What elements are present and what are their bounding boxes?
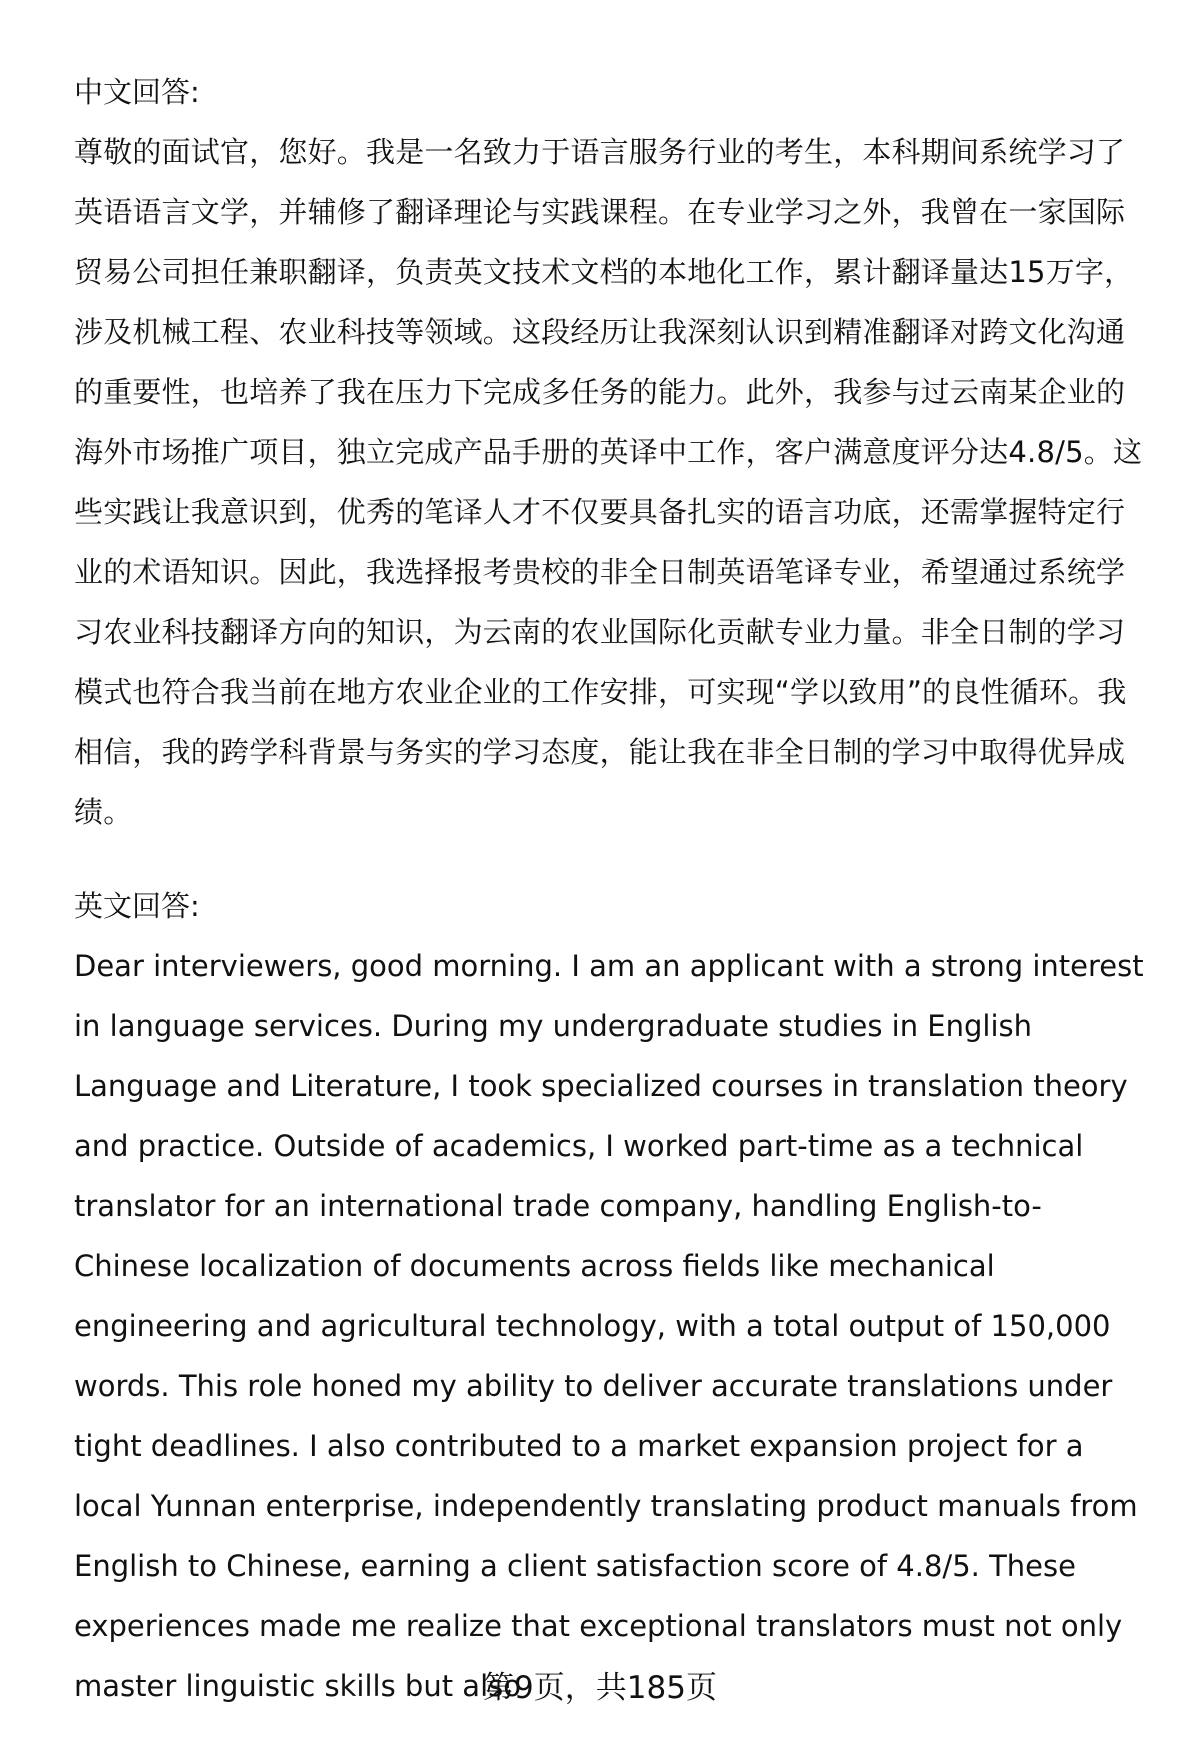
chinese-answer-body: 尊敬的面试官，您好。我是一名致力于语言服务行业的考生，本科期间系统学习了英语语言文学，并辅修了翻译理论与实践课程。在专业学习之外，我曾在一家国际贸易公司担任兼职翻译，负责英文技术文档的本地化工作，累计翻译量达15万字，涉及机械工程、农业科技等领域。这段经历让我深刻认识到精准翻译对跨文化沟通的重要性，也培养了我在压力下完成多任务的能力。此外，我参与过云南某企业的海外市场推广项目，独立完成产品手册的英译中工作，客户满意度评分达4.8/5。这些实践让我意识到，优秀的笔译人才不仅要具备扎实的语言功底，还需掌握特定行业的术语知识。因此，我选择报考贵校的非全日制英语笔译专业，希望通过系统学习农业科技翻译方向的知识，为云南的农业国际化贡献专业力量。非全日制的学习模式也符合我当前在地方农业企业的工作安排，可实现“学以致用”的良性循环。我相信，我的跨学科背景与务实的学习态度，能让我在非全日制的学习中取得优异成绩。 [74,135,1143,829]
english-answer-body: Dear interviewers, good morning. I am an applicant with a strong interest in language services. During my undergraduate studies in English Language and Literature, I took specialized courses in translation theory and practice. Outside of academics, I worked part-time as a technical translator for an international trade company, handling English-to-Chinese localization of documents across fields like mechanical engineering and agricultural technology, with a total output of 150,000 words. This role honed my ability to deliver accurate translations under tight deadlines. I also contributed to a market expansion project for a local Yunnan enterprise, independently translating product manuals from English to Chinese, earning a client satisfaction score of 4.8/5. These experiences made me realize that exceptional translators must not only master linguistic skills but also [74,949,1144,1703]
document-page [74,62,1154,1716]
section-gap [74,842,1154,876]
english-answer-label: 英文回答: [74,889,200,923]
chinese-answer-label: 中文回答: [74,75,200,109]
page-number-footer: 第9页，共185页 [483,1670,717,1706]
